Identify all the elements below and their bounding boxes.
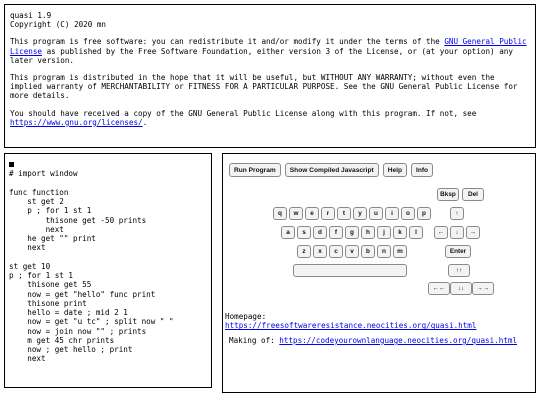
gnu-licenses-link[interactable]: https://www.gnu.org/licenses/ <box>10 117 143 127</box>
making-of-link[interactable]: https://codeyourownlanguage.neocities.org/quasi.html <box>279 336 518 345</box>
key-g[interactable]: g <box>345 226 359 239</box>
key-s[interactable]: s <box>297 226 311 239</box>
backspace-key[interactable]: Bksp <box>437 188 459 201</box>
key-x[interactable]: x <box>313 245 327 258</box>
toolbar <box>229 163 433 177</box>
app-title: quasi 1.9 <box>10 11 52 20</box>
license-paragraph-2: This program is distributed in the hope that it will be useful, but WITHOUT ANY WARRANTY; without even the implied warranty of MERCHANTABILITY or FITNESS FOR A PARTICULAR PURPOSE. See the GNU General Public License for more details. <box>10 73 518 101</box>
key-v[interactable]: v <box>345 245 359 258</box>
show-compiled-javascript-button[interactable]: Show Compiled Javascript <box>285 163 379 177</box>
homepage-link[interactable]: https://freesoftwareresistance.neocities.org/quasi.html <box>225 321 477 331</box>
right-arrow-key[interactable]: → <box>466 226 480 239</box>
making-of-label: Making of: <box>229 336 280 345</box>
key-m[interactable]: m <box>393 245 407 258</box>
code-editor[interactable] <box>4 153 212 388</box>
enter-key[interactable]: Enter <box>445 245 471 258</box>
text-cursor <box>9 162 14 167</box>
making-of-line <box>229 336 517 345</box>
key-n[interactable]: n <box>377 245 391 258</box>
key-d[interactable]: d <box>313 226 327 239</box>
up-arrow-key[interactable]: ↑ <box>450 207 464 220</box>
key-b[interactable]: b <box>361 245 375 258</box>
license-paragraph-1 <box>10 37 530 65</box>
key-a[interactable]: a <box>281 226 295 239</box>
copyright-line: Copyright (C) 2020 mn <box>10 20 107 30</box>
license-text: You should have received a copy of the GNU General Public License along with this program. If not, see <box>10 108 477 118</box>
key-r[interactable]: r <box>321 207 335 220</box>
key-t[interactable]: t <box>337 207 351 220</box>
key-q[interactable]: q <box>273 207 287 220</box>
homepage-block <box>225 312 476 331</box>
info-button[interactable]: Info <box>411 163 433 177</box>
key-f[interactable]: f <box>329 226 343 239</box>
page-down-key[interactable]: ↓↓ <box>450 282 472 295</box>
key-y[interactable]: y <box>353 207 367 220</box>
key-w[interactable]: w <box>289 207 303 220</box>
key-l[interactable]: l <box>409 226 423 239</box>
homepage-label: Homepage: <box>225 312 267 321</box>
key-h[interactable]: h <box>361 226 375 239</box>
key-u[interactable]: u <box>369 207 383 220</box>
code-text[interactable]: # import window func function st get 2 p ; for 1 st 1 thisone get -50 prints next he get "" print next st get 10 p ; for 1 st 1 thisone get 55 now = get "hello" func print thisone print hello = date ; mid 2 1 now = get "u tc" ; split now " " now = join now "" ; prints m get 45 chr prints now ; get hello ; print next <box>9 169 174 364</box>
key-j[interactable]: j <box>377 226 391 239</box>
down-arrow-key[interactable]: ↓ <box>450 226 464 239</box>
license-text: . <box>142 117 148 127</box>
left-arrow-key[interactable]: ← <box>434 226 448 239</box>
license-header <box>10 11 530 29</box>
license-paragraph-3 <box>10 109 530 127</box>
end-key[interactable]: →→ <box>472 282 494 295</box>
help-button[interactable]: Help <box>383 163 407 177</box>
key-i[interactable]: i <box>385 207 399 220</box>
license-text: This program is free software: you can redistribute it and/or modify it under the terms of the <box>10 37 445 47</box>
key-z[interactable]: z <box>297 245 311 258</box>
gpl-link[interactable]: GNU General Public License <box>10 37 527 56</box>
key-e[interactable]: e <box>305 207 319 220</box>
key-c[interactable]: c <box>329 245 343 258</box>
license-panel <box>4 4 536 148</box>
key-k[interactable]: k <box>393 226 407 239</box>
space-bar[interactable] <box>293 264 407 277</box>
page-up-key[interactable]: ↑↑ <box>448 264 470 277</box>
key-o[interactable]: o <box>401 207 415 220</box>
delete-key[interactable]: Del <box>462 188 484 201</box>
home-key[interactable]: ←← <box>428 282 450 295</box>
run-program-button[interactable]: Run Program <box>229 163 281 177</box>
control-panel <box>222 153 536 393</box>
license-text: as published by the Free Software Foundation, either version 3 of the License, or (at your option) any later version. <box>10 46 513 65</box>
key-p[interactable]: p <box>417 207 431 220</box>
